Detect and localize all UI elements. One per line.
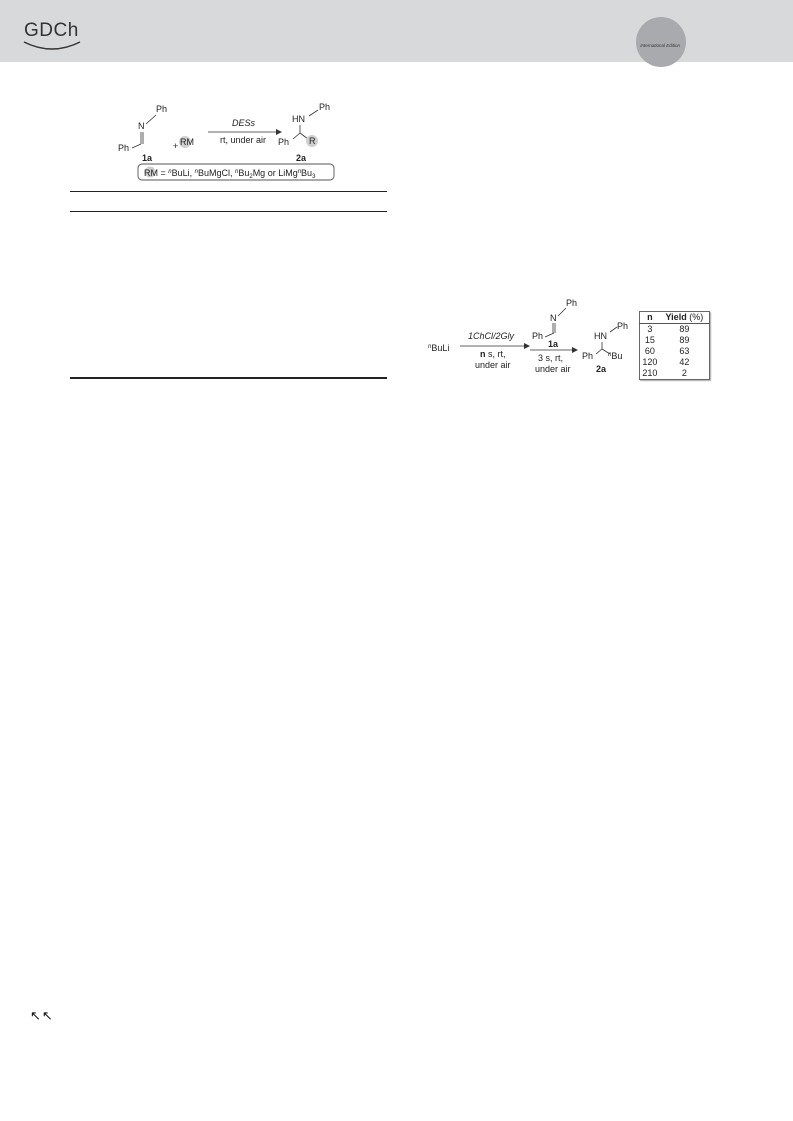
edition-label: International Edition xyxy=(640,43,680,48)
product-r: R xyxy=(309,136,316,146)
yield-table xyxy=(639,311,710,380)
gdch-logo xyxy=(24,20,84,56)
edition-badge xyxy=(636,17,686,67)
imine-ph-top: Ph xyxy=(156,104,168,114)
s2-imine-label: 1a xyxy=(548,339,559,349)
arrow2-label-bottom: 3 s, rt, xyxy=(538,353,564,363)
table-top-rule xyxy=(70,191,387,192)
product-ph-left: Ph xyxy=(278,137,290,147)
product-label: 2a xyxy=(296,153,307,163)
table-row: 210 2 xyxy=(642,368,687,378)
back-arrows-icon[interactable]: ↖↖ xyxy=(30,1008,54,1023)
logo-swoosh-icon xyxy=(22,40,82,54)
start-reagent: $^n$BuLi xyxy=(428,343,450,353)
table-row: 3 89 xyxy=(647,324,690,334)
arrow1-label-bottom: n s, rt, xyxy=(480,349,506,359)
table-header-rule xyxy=(70,211,387,212)
s2-product-nbu: $^n$Bu xyxy=(608,351,623,361)
table-row: 15 89 xyxy=(644,335,690,345)
arrow-label-bottom: rt, under air xyxy=(220,135,267,145)
gdch-logo-text: GDCh xyxy=(24,20,79,41)
arrow-label-top: DESs xyxy=(232,118,256,128)
journal-header xyxy=(0,0,793,62)
arrow1-label-top: 1ChCl/2Gly xyxy=(468,331,515,341)
arrow1-label-bottom2: under air xyxy=(475,360,511,370)
yield-table-header xyxy=(640,312,710,324)
reagent-definition: RM = $^n$BuLi, $^n$BuMgCl, $^nBu_2Mg$ or $LiMg^nBu_3$ xyxy=(144,168,316,180)
s2-imine-ph-top: Ph xyxy=(566,298,578,308)
imine-ph-bottom: Ph xyxy=(118,143,130,153)
plus-sign: + xyxy=(173,141,179,151)
table-row: 60 63 xyxy=(644,346,690,356)
arrow2-label-bottom2: under air xyxy=(535,364,571,374)
table-bottom-rule xyxy=(70,377,387,379)
imine-label: 1a xyxy=(142,153,153,163)
s2-product-hn: HN xyxy=(594,331,607,341)
s2-imine-ph-bottom: Ph xyxy=(532,331,544,341)
product-hn: HN xyxy=(292,114,305,124)
reagent-rm: RM xyxy=(180,137,194,147)
s2-imine-n: N xyxy=(550,313,557,323)
s2-product-ph-left: Ph xyxy=(582,351,594,361)
table-row: 120 42 xyxy=(642,357,690,367)
col-n: n xyxy=(640,312,660,324)
reaction-scheme-1 xyxy=(112,100,352,184)
s2-product-label: 2a xyxy=(596,364,607,374)
col-yield: Yield (%) xyxy=(660,312,710,324)
product-ph-top: Ph xyxy=(319,102,331,112)
imine-n: N xyxy=(138,121,145,131)
reaction-scheme-2 xyxy=(420,296,640,380)
s2-product-ph-top: Ph xyxy=(617,321,629,331)
